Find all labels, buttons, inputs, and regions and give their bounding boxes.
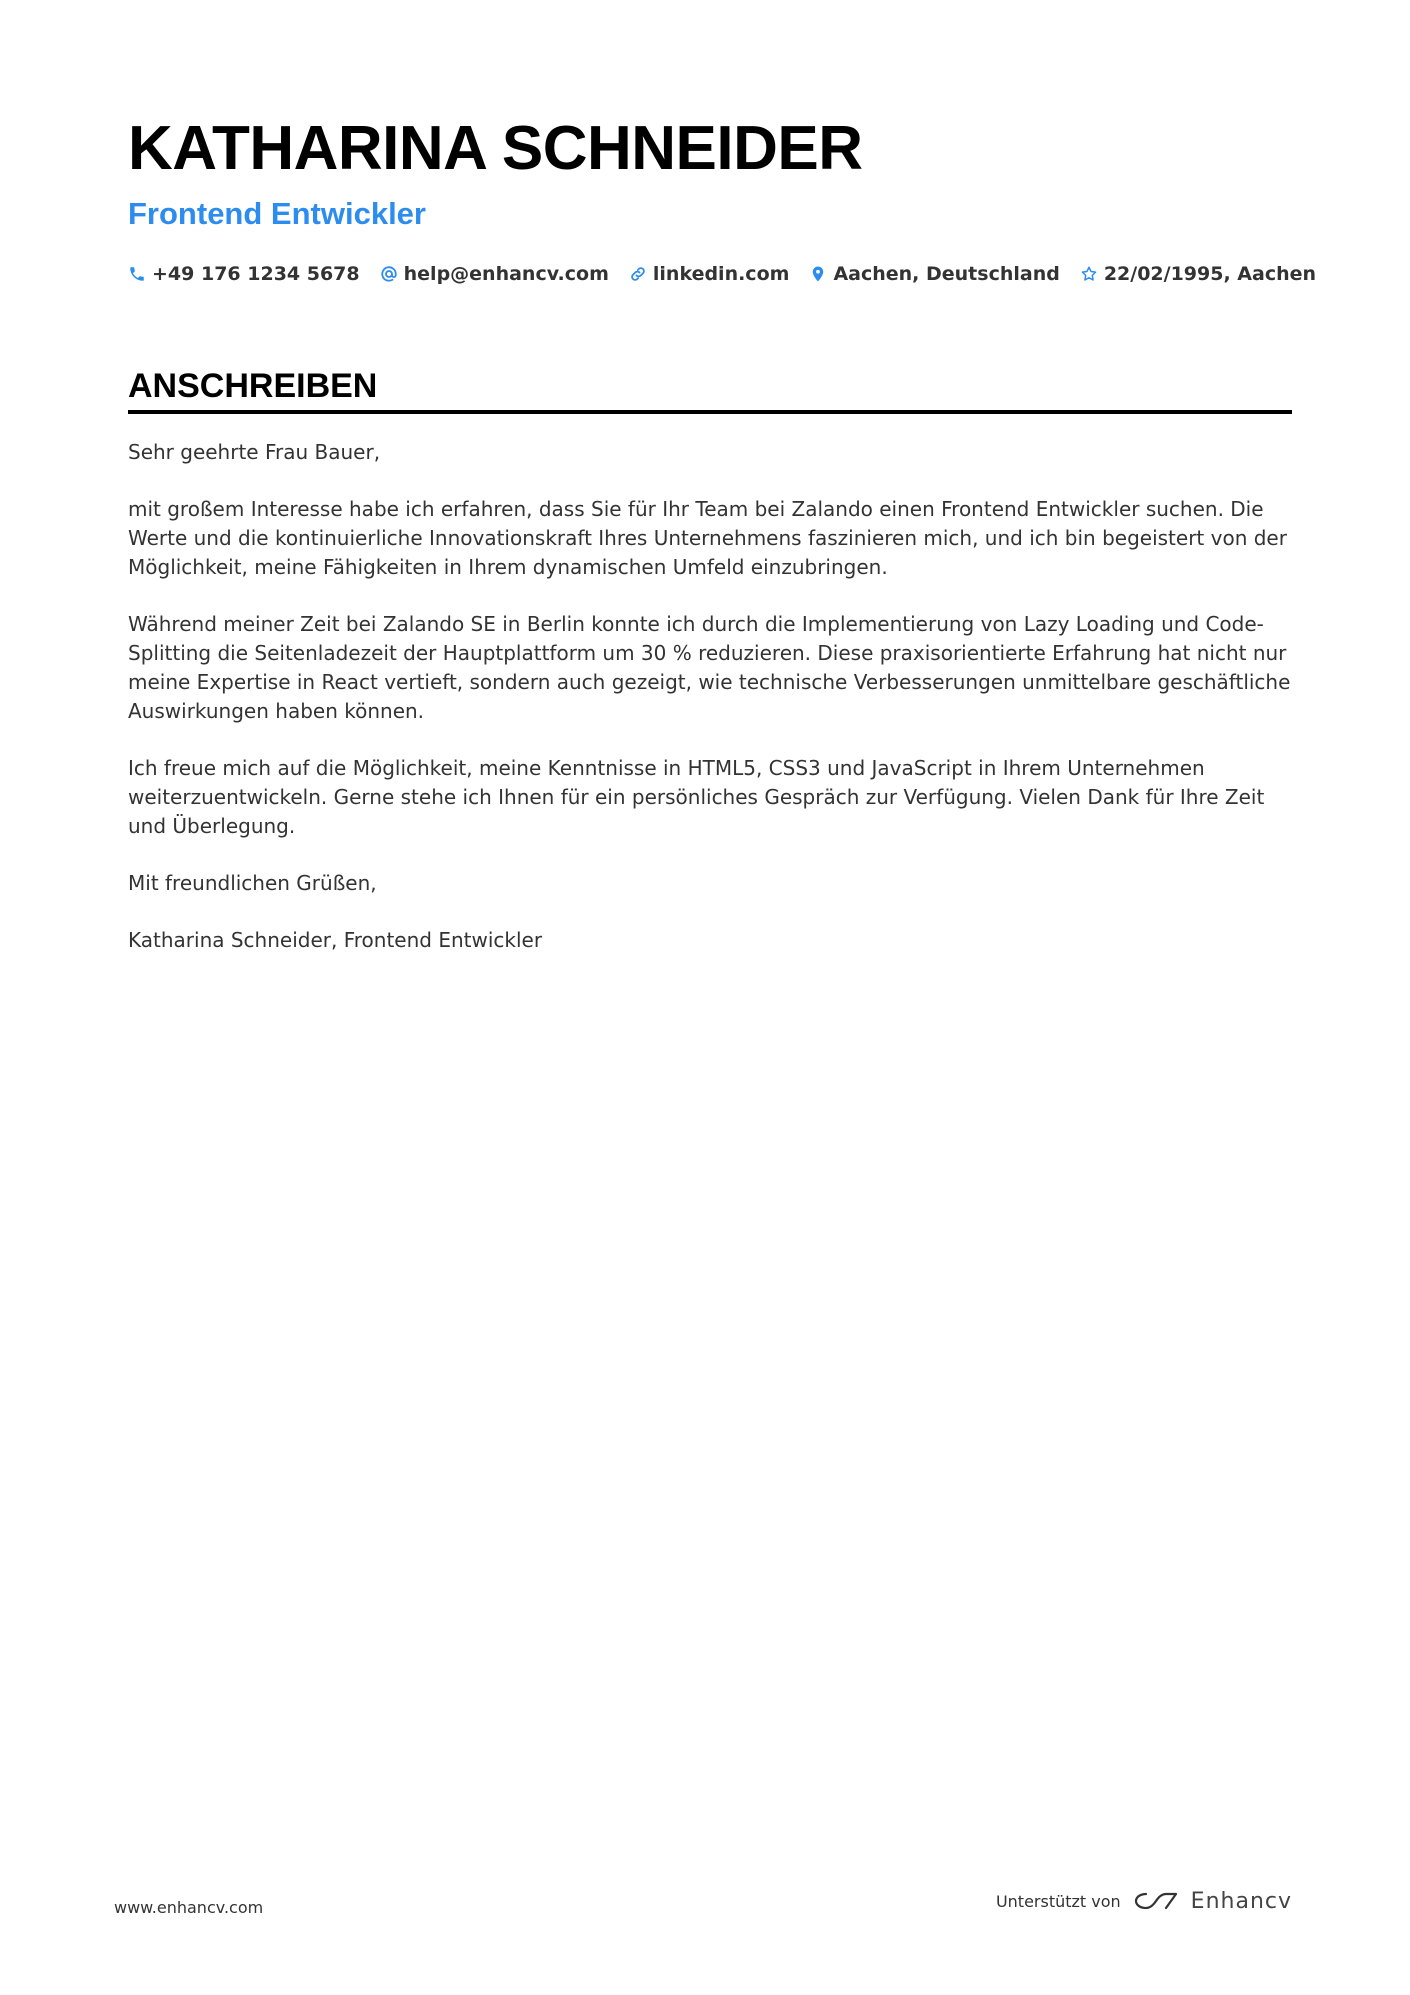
location-pin-icon — [809, 265, 827, 283]
contact-location — [809, 263, 1059, 285]
star-icon — [1080, 265, 1098, 283]
contact-bar — [128, 258, 1317, 290]
brand-name: Enhancv — [1190, 1888, 1292, 1914]
footer-powered-by — [996, 1888, 1292, 1914]
letter-paragraph-2: Während meiner Zeit bei Zalando SE in Berlin konnte ich durch die Implementierung von Lazy Loading und Code-Splitting die Seitenladezeit der Hauptplattform um 30 % reduzieren. Diese praxisorientierte Erfahrung hat nicht nur meine Expertise in React vertieft, sondern auch gezeigt, wie technische Verbesserungen unmittelbare geschäftliche Auswirkungen haben können. — [128, 612, 1291, 723]
section-divider — [128, 410, 1292, 414]
footer-website[interactable]: www.enhancv.com — [114, 1898, 264, 1917]
header — [128, 108, 1317, 290]
contact-birth-text: 22/02/1995, Aachen — [1103, 263, 1317, 285]
letter-paragraph-1: mit großem Interesse habe ich erfahren, dass Sie für Ihr Team bei Zalando einen Frontend Entwickler suchen. Die Werte und die kontinuierliche Innovationskraft Ihres Unternehmens faszinieren mich, und ich bin begeistert von der Möglichkeit, meine Fähigkeiten in Ihrem dynamischen Umfeld einzubringen. — [128, 497, 1287, 579]
cover-letter-section — [128, 364, 1292, 983]
salutation: Sehr geehrte Frau Bauer, — [128, 440, 381, 464]
section-title: ANSCHREIBEN — [128, 367, 378, 405]
contact-phone-text: +49 176 1234 5678 — [152, 263, 360, 285]
job-title: Frontend Entwickler — [128, 196, 426, 231]
contact-email-text[interactable]: help@enhancv.com — [403, 263, 609, 285]
closing: Mit freundlichen Grüßen, — [128, 871, 377, 895]
powered-by-label: Unterstützt von — [995, 1891, 1121, 1911]
enhancv-logo-icon — [1133, 1888, 1179, 1914]
at-icon — [380, 265, 398, 283]
contact-linkedin[interactable] — [629, 263, 790, 285]
contact-location-text: Aachen, Deutschland — [833, 263, 1060, 285]
candidate-name: KATHARINA SCHNEIDER — [128, 114, 863, 183]
contact-linkedin-text[interactable]: linkedin.com — [652, 263, 790, 285]
phone-icon — [128, 265, 146, 283]
letter-paragraph-3: Ich freue mich auf die Möglichkeit, meine Kenntnisse in HTML5, CSS3 und JavaScript in Ihrem Unternehmen weiterzuentwickeln. Gerne stehe ich Ihnen für ein persönliches Gespräch zur Verfügung. Vielen Dank für Ihre Zeit und Überlegung. — [128, 756, 1265, 838]
contact-phone — [128, 263, 360, 285]
contact-email[interactable] — [380, 263, 609, 285]
letter-body — [128, 438, 1292, 955]
link-icon — [629, 265, 647, 283]
contact-birth — [1080, 263, 1316, 285]
signature: Katharina Schneider, Frontend Entwickler — [128, 928, 543, 952]
